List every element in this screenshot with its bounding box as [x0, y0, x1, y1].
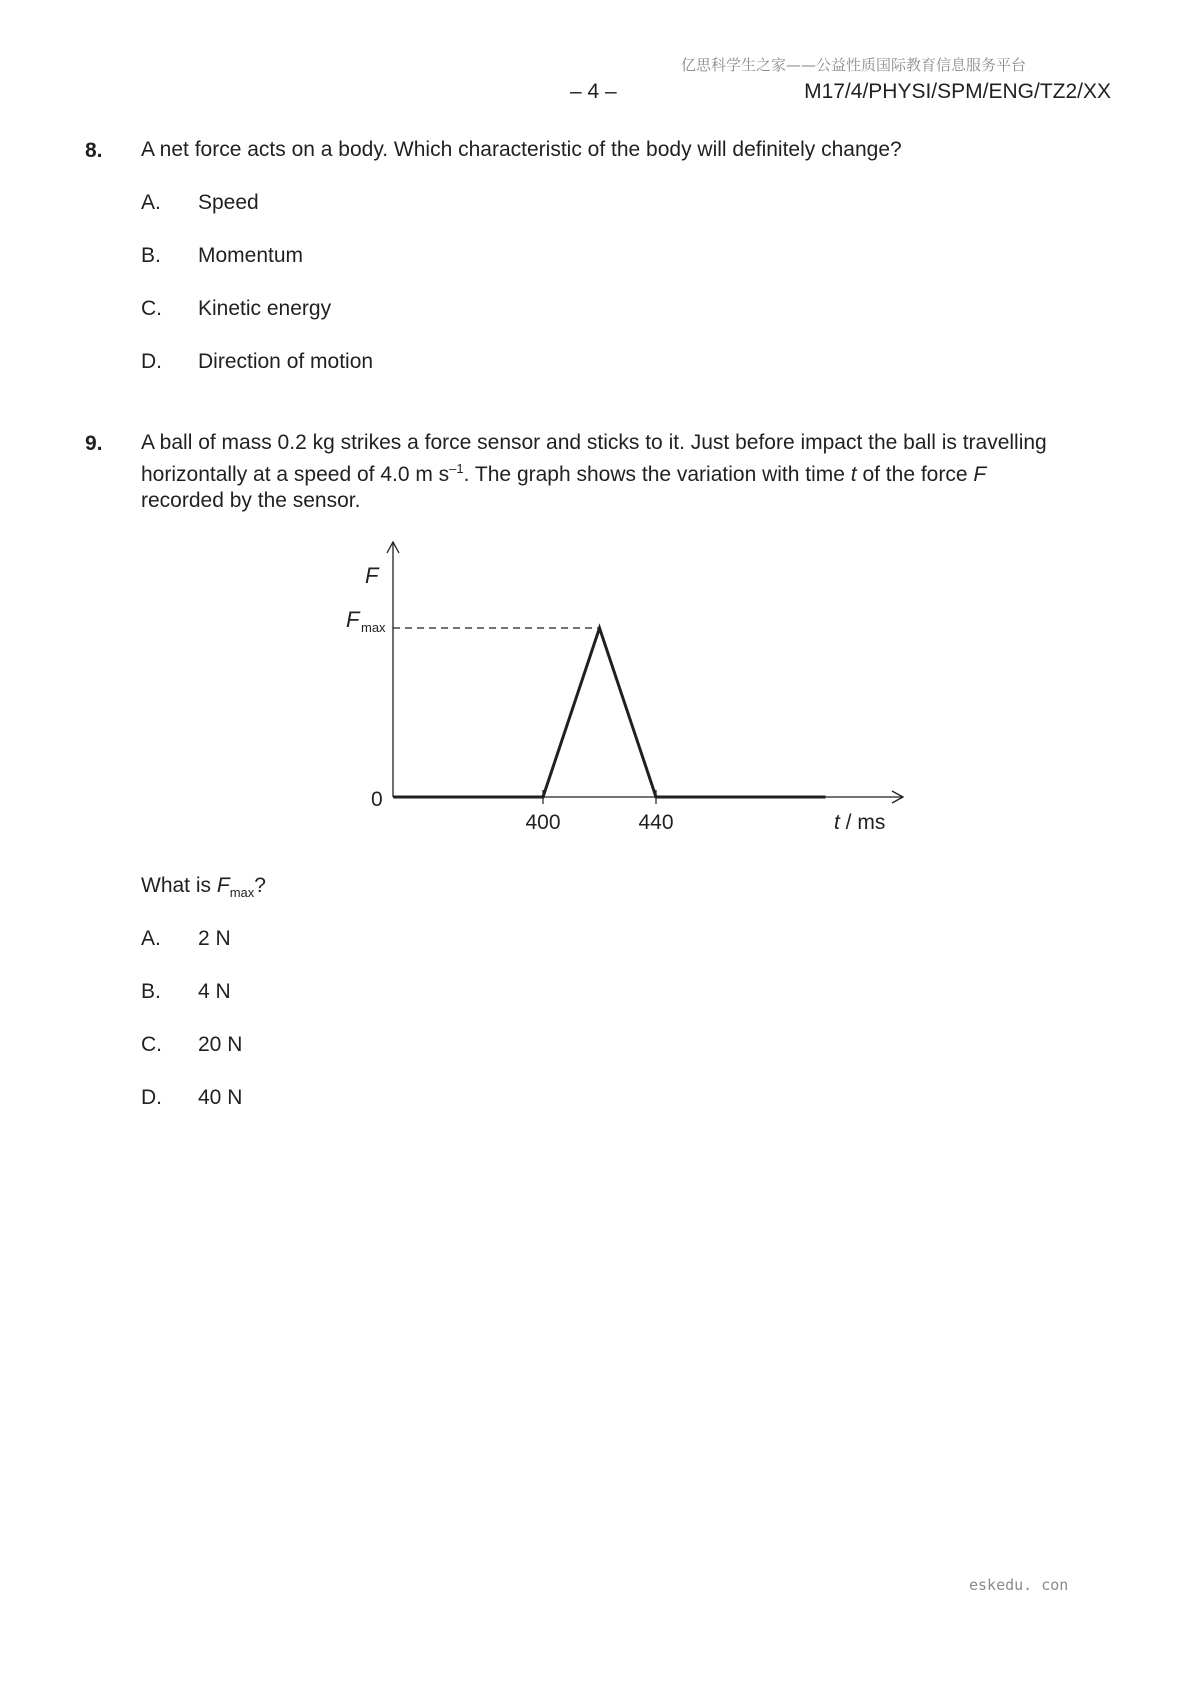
fmax-label-F: F	[346, 607, 360, 632]
q9-line2-force-symbol: F	[973, 463, 987, 486]
q9-line2-time-symbol: t	[850, 463, 857, 486]
question-9-line-1: A ball of mass 0.2 kg strikes a force sensor and sticks to it. Just before impact the ball is travelling	[141, 431, 1047, 454]
q9-option-a-letter: A.	[141, 927, 161, 950]
q9-option-b-letter: B.	[141, 980, 161, 1003]
x-axis-label-t: t	[834, 811, 840, 834]
q8-option-a-text: Speed	[198, 191, 259, 214]
force-series-line	[393, 628, 825, 797]
x-axis-label-unit: / ms	[839, 811, 886, 834]
q8-option-d-text: Direction of motion	[198, 350, 374, 373]
q9-prompt-end: ?	[254, 874, 266, 897]
q8-option-c-letter: C.	[141, 297, 162, 320]
x-tick-label-440: 440	[638, 811, 674, 834]
q9-option-b-text: 4 N	[198, 980, 231, 1003]
fmax-label-sub: max	[361, 620, 386, 635]
q8-option-b-text: Momentum	[198, 244, 304, 267]
q9-option-a-text: 2 N	[198, 927, 231, 950]
question-9-line-3: recorded by the sensor.	[141, 489, 361, 512]
zero-label: 0	[371, 788, 383, 811]
x-axis-label	[834, 811, 885, 834]
page-number: – 4 –	[570, 80, 617, 103]
q9-line2-part-c: of the force	[856, 463, 974, 486]
q9-option-d-text: 40 N	[198, 1086, 243, 1109]
q9-option-c-letter: C.	[141, 1033, 162, 1056]
question-8-number: 8.	[85, 139, 103, 162]
q8-option-a-letter: A.	[141, 191, 161, 214]
question-8-text: A net force acts on a body. Which characteristic of the body will definitely change?	[141, 138, 902, 161]
q9-line2-part-b: . The graph shows the variation with time	[463, 463, 851, 486]
x-tick-label-400: 400	[525, 811, 561, 834]
q8-option-c-text: Kinetic energy	[198, 297, 332, 320]
q9-line2-superscript: –1	[449, 461, 464, 476]
q8-option-d-letter: D.	[141, 350, 162, 373]
paper-code: M17/4/PHYSI/SPM/ENG/TZ2/XX	[804, 80, 1111, 103]
question-9-prompt	[141, 873, 266, 906]
y-axis-label: F	[365, 563, 379, 588]
q9-option-c-text: 20 N	[198, 1033, 243, 1056]
q9-prompt-text: What is	[141, 874, 217, 897]
q9-prompt-sub: max	[229, 885, 255, 901]
q8-option-b-letter: B.	[141, 244, 161, 267]
header-watermark: 亿思科学生之家——公益性质国际教育信息服务平台	[681, 56, 1027, 74]
footer-watermark: eskedu. con	[969, 1576, 1069, 1594]
q9-option-d-letter: D.	[141, 1086, 162, 1109]
q9-prompt-F: F	[216, 874, 230, 897]
q9-line2-part-a: horizontally at a speed of 4.0 m s	[141, 463, 450, 486]
question-9-number: 9.	[85, 432, 103, 455]
